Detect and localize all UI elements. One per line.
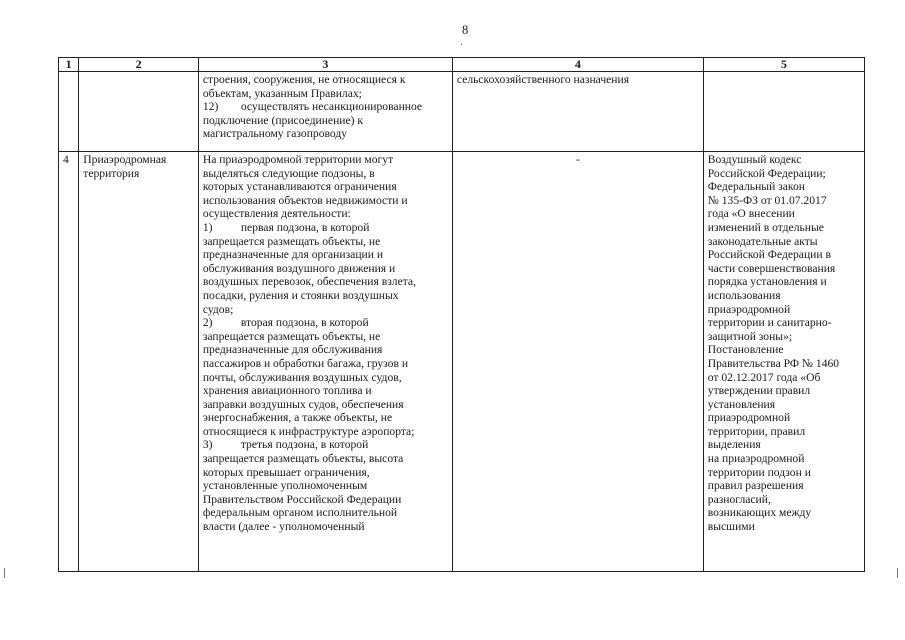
list-number: 3) bbox=[202, 438, 213, 452]
table-row-continued bbox=[59, 72, 865, 152]
text-line: высшими bbox=[707, 520, 755, 534]
text-line: приаэродромной bbox=[707, 411, 791, 425]
text-line: пассажиров и обработки багажа, грузов и bbox=[202, 356, 409, 370]
text-line: территория bbox=[83, 166, 140, 180]
cell-zone-name bbox=[79, 152, 199, 572]
text-line: на приаэродромной bbox=[707, 452, 805, 466]
text-line: предназначенные для обслуживания bbox=[202, 343, 383, 357]
cell-zone-description bbox=[198, 152, 452, 572]
text-line: от 02.12.2017 года «Об bbox=[707, 370, 821, 384]
text-line: территории и санитарно- bbox=[707, 316, 832, 330]
list-number: 12) bbox=[202, 100, 219, 114]
text-line: года «О внесении bbox=[707, 207, 795, 221]
text-line: Правительства РФ № 1460 bbox=[707, 356, 840, 370]
text-line: установления bbox=[707, 397, 776, 411]
text-line: правил разрешения bbox=[707, 479, 804, 493]
text-line: воздушных перевозок, обеспечения взлета, bbox=[202, 275, 416, 289]
text-line: запрещается размещать объекты, высота bbox=[202, 452, 404, 466]
list-number: 2) bbox=[202, 316, 213, 330]
text-line bbox=[203, 100, 448, 114]
regulation-table bbox=[58, 57, 865, 572]
text-line: которых устанавливаются ограничения bbox=[202, 180, 397, 194]
text-line: власти (далее - уполномоченный bbox=[202, 520, 365, 534]
text-line: хранения авиационного топлива и bbox=[202, 384, 372, 398]
text-line: Постановление bbox=[707, 343, 784, 357]
text-line: № 135-ФЗ от 01.07.2017 bbox=[707, 193, 827, 207]
text-line: законодательные акты bbox=[707, 234, 818, 248]
cell-legal-empty bbox=[703, 72, 864, 152]
cell-description-continued bbox=[198, 72, 452, 152]
text-line: осуществления деятельности: bbox=[202, 207, 351, 221]
text-line bbox=[203, 316, 448, 330]
text-line: установленные уполномоченным bbox=[202, 479, 368, 493]
cell-legal-basis bbox=[703, 152, 864, 572]
list-text: осуществлять несанкционированное bbox=[240, 100, 423, 114]
header-col-2: 2 bbox=[79, 58, 199, 72]
cell-row-number: 4 bbox=[59, 152, 79, 572]
text-line: Воздушный кодекс bbox=[707, 153, 802, 166]
text-line: судов; bbox=[202, 302, 234, 316]
text-line: энергоснабжения, а также объекты, не bbox=[202, 411, 393, 425]
text-line: разногласий, bbox=[707, 492, 771, 506]
text-line: выделяться следующие подзоны, в bbox=[202, 166, 375, 180]
header-col-5: 5 bbox=[703, 58, 864, 72]
text-line: Российской Федерации; bbox=[707, 166, 826, 180]
cell-col4-dash: - bbox=[452, 152, 703, 572]
text-line: использования bbox=[707, 288, 781, 302]
text-line: запрещается размещать объекты, не bbox=[202, 329, 381, 343]
table-row-4 bbox=[59, 152, 865, 572]
scan-edge-mark-left bbox=[4, 568, 5, 578]
text-line: обслуживания воздушного движения и bbox=[202, 261, 396, 275]
header-col-3: 3 bbox=[198, 58, 452, 72]
list-text: вторая подзона, в которой bbox=[240, 316, 369, 330]
text-line: подключение (присоединение) к bbox=[202, 113, 364, 127]
text-line: почты, обслуживания воздушных судов, bbox=[202, 370, 402, 384]
text-line: строения, сооружения, не относящиеся к bbox=[202, 73, 406, 86]
text-line bbox=[203, 221, 448, 235]
header-col-4: 4 bbox=[452, 58, 703, 72]
cell-col4-continued bbox=[452, 72, 703, 152]
list-number: 1) bbox=[202, 220, 213, 234]
text-line: На приаэродромной территории могут bbox=[202, 153, 394, 166]
text-line: федеральным органом исполнительной bbox=[202, 506, 398, 520]
text-line: возникающих между bbox=[707, 506, 812, 520]
text-line: которых превышает ограничения, bbox=[202, 465, 370, 479]
text-line: Российской Федерации в bbox=[707, 248, 831, 262]
text-line: территории подзон и bbox=[707, 465, 811, 479]
text-line: относящиеся к инфраструктуре аэропорта; bbox=[202, 424, 415, 438]
cell-name-empty bbox=[79, 72, 199, 152]
text-line: порядка установления и bbox=[707, 275, 827, 289]
text-line: заправки воздушных судов, обеспечения bbox=[202, 397, 404, 411]
text-line: Правительством Российской Федерации bbox=[202, 492, 402, 506]
text-line: запрещается размещать объекты, не bbox=[202, 234, 381, 248]
text-line: посадки, руления и стоянки воздушных bbox=[202, 288, 399, 302]
text-line: изменений в отдельные bbox=[707, 220, 824, 234]
text-line: выделения bbox=[707, 438, 761, 452]
text-line: территории, правил bbox=[707, 424, 806, 438]
text-line: утверждении правил bbox=[707, 384, 811, 398]
page-number: 8 bbox=[462, 23, 469, 37]
scan-speck bbox=[461, 44, 462, 45]
list-text: третья подзона, в которой bbox=[240, 438, 369, 452]
header-col-1: 1 bbox=[59, 58, 79, 72]
text-line: части совершенствования bbox=[707, 261, 836, 275]
list-text: первая подзона, в которой bbox=[240, 220, 370, 234]
text-line bbox=[203, 438, 448, 452]
text-line: предназначенные для организации и bbox=[202, 248, 384, 262]
text-line: Федеральный закон bbox=[707, 180, 805, 194]
text-line: использования объектов недвижимости и bbox=[202, 193, 408, 207]
text-line: приаэродромной bbox=[707, 302, 791, 316]
text-line: Приаэродромная bbox=[83, 153, 167, 166]
text-line: сельскохозяйственного назначения bbox=[456, 73, 630, 86]
text-line: защитной зоны»; bbox=[707, 329, 793, 343]
text-line: магистральному газопроводу bbox=[202, 127, 348, 141]
scan-edge-mark-right bbox=[897, 568, 898, 578]
cell-number-empty bbox=[59, 72, 79, 152]
header-row bbox=[59, 58, 865, 72]
text-line: объектам, указанным Правилах; bbox=[202, 86, 362, 100]
